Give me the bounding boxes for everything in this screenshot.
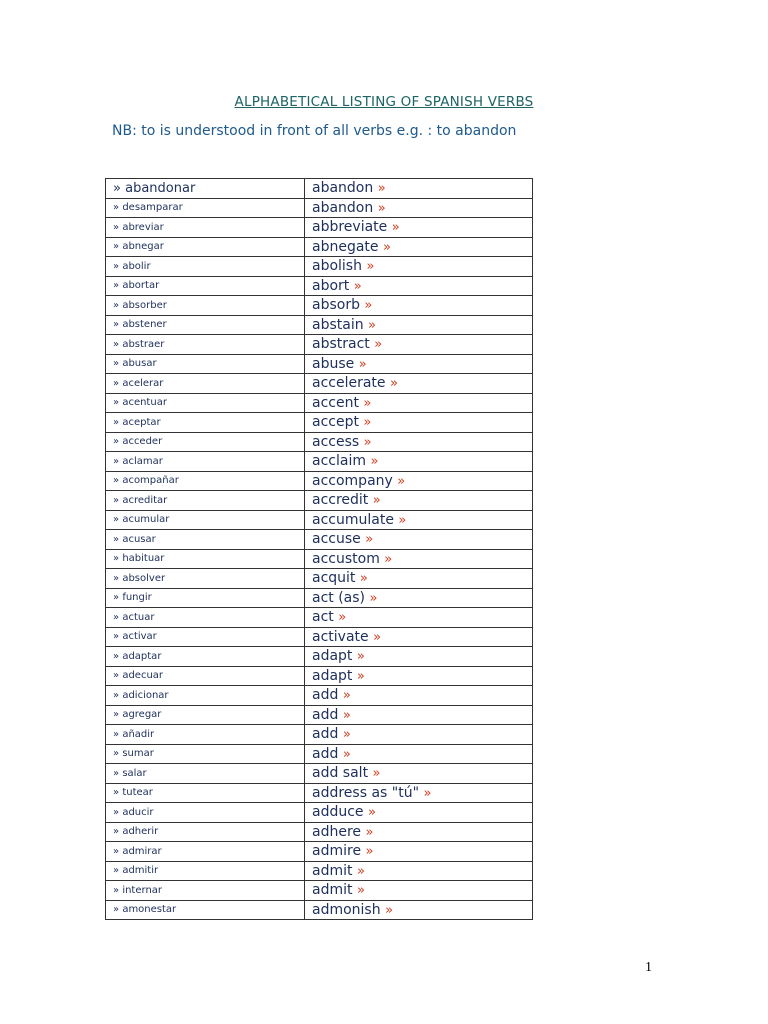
table-row <box>106 588 533 608</box>
arrow-icon: » <box>113 533 120 545</box>
arrow-icon: » <box>338 610 347 626</box>
arrow-icon: » <box>368 317 377 333</box>
spanish-verb[interactable]: adicionar <box>122 689 169 701</box>
english-verb-cell <box>305 627 533 647</box>
table-row <box>106 510 533 530</box>
table-row <box>106 900 533 920</box>
arrow-icon: » <box>368 805 376 821</box>
english-verb-cell <box>305 764 533 784</box>
page-title: ALPHABETICAL LISTING OF SPANISH VERBS <box>234 94 534 110</box>
arrow-icon: » <box>113 377 120 389</box>
arrow-icon: » <box>113 475 120 487</box>
arrow-icon: » <box>369 590 378 606</box>
english-verb[interactable]: abstract <box>312 336 370 353</box>
spanish-verb[interactable]: abolir <box>122 260 151 272</box>
english-verb[interactable]: admonish <box>312 901 381 918</box>
arrow-icon: » <box>113 455 120 467</box>
arrow-icon: » <box>370 454 379 470</box>
spanish-verb[interactable]: abstraer <box>122 338 165 350</box>
english-verb-cell <box>305 588 533 608</box>
spanish-verb-cell <box>106 530 305 550</box>
spanish-verb[interactable]: abnegar <box>122 241 164 253</box>
arrow-icon: » <box>365 824 374 840</box>
table-row <box>106 822 533 842</box>
english-verb[interactable]: accelerate <box>312 375 386 392</box>
table-row <box>106 861 533 881</box>
english-verb[interactable]: abort <box>312 277 350 294</box>
spanish-verb-cell <box>106 842 305 862</box>
table-row <box>106 627 533 647</box>
arrow-icon: » <box>113 806 120 818</box>
english-verb-cell <box>305 237 533 257</box>
table-row <box>106 179 533 199</box>
table-row <box>106 744 533 764</box>
arrow-icon: » <box>373 629 382 645</box>
spanish-verb[interactable]: adecuar <box>122 670 164 682</box>
arrow-icon: » <box>113 650 120 662</box>
english-verb[interactable]: access <box>312 433 360 450</box>
spanish-verb[interactable]: acreditar <box>122 494 168 506</box>
english-verb-cell <box>305 491 533 511</box>
english-verb[interactable]: activate <box>312 628 369 645</box>
english-verb-cell <box>305 393 533 413</box>
english-verb-cell <box>305 471 533 491</box>
spanish-verb-cell <box>106 803 305 823</box>
spanish-verb-cell <box>106 686 305 706</box>
spanish-verb[interactable]: desamparar <box>122 202 183 214</box>
arrow-icon: » <box>113 572 120 584</box>
english-verb[interactable]: accept <box>312 414 359 431</box>
english-verb[interactable]: abuse <box>312 355 355 372</box>
table-row <box>106 608 533 628</box>
english-verb-cell <box>305 666 533 686</box>
table-row <box>106 218 533 238</box>
spanish-verb-cell <box>106 198 305 218</box>
spanish-verb-cell <box>106 237 305 257</box>
english-verb-cell <box>305 354 533 374</box>
spanish-verb-cell <box>106 179 305 199</box>
arrow-icon: » <box>113 514 120 526</box>
english-verb-cell <box>305 530 533 550</box>
table-row <box>106 842 533 862</box>
arrow-icon: » <box>113 260 120 272</box>
spanish-verb-cell <box>106 335 305 355</box>
spanish-verb[interactable]: actuar <box>122 611 155 623</box>
spanish-verb-cell <box>106 452 305 472</box>
table-row <box>106 471 533 491</box>
english-verb-cell <box>305 608 533 628</box>
arrow-icon: » <box>391 220 400 236</box>
spanish-verb[interactable]: abstener <box>122 319 167 331</box>
spanish-verb-cell <box>106 881 305 901</box>
spanish-verb[interactable]: agregar <box>122 709 162 721</box>
english-verb[interactable]: admit <box>312 882 353 899</box>
spanish-verb-cell <box>106 588 305 608</box>
english-verb-cell <box>305 374 533 394</box>
english-verb[interactable]: absorb <box>312 297 360 314</box>
arrow-icon: » <box>397 473 406 489</box>
table-row <box>106 705 533 725</box>
table-row <box>106 374 533 394</box>
spanish-verb[interactable]: añadir <box>122 728 155 740</box>
spanish-verb-cell <box>106 725 305 745</box>
spanish-verb-cell <box>106 296 305 316</box>
spanish-verb[interactable]: acentuar <box>122 397 167 409</box>
arrow-icon: » <box>113 670 120 682</box>
table-row <box>106 452 533 472</box>
english-verb[interactable]: add <box>312 726 339 743</box>
spanish-verb[interactable]: adaptar <box>122 650 162 662</box>
english-verb-cell <box>305 218 533 238</box>
english-verb[interactable]: accuse <box>312 531 361 548</box>
english-verb[interactable]: adduce <box>312 804 364 821</box>
english-verb-cell <box>305 822 533 842</box>
table-row <box>106 647 533 667</box>
spanish-verb[interactable]: sumar <box>122 748 154 760</box>
arrow-icon: » <box>113 904 120 916</box>
spanish-verb[interactable]: acumular <box>122 514 170 526</box>
spanish-verb-cell <box>106 783 305 803</box>
arrow-icon: » <box>113 180 121 196</box>
english-verb-cell <box>305 198 533 218</box>
spanish-verb[interactable]: admirar <box>122 845 162 857</box>
arrow-icon: » <box>113 299 120 311</box>
arrow-icon: » <box>113 884 120 896</box>
table-row <box>106 335 533 355</box>
spanish-verb-cell <box>106 413 305 433</box>
arrow-icon: » <box>374 337 383 353</box>
english-verb[interactable]: accumulate <box>312 511 394 528</box>
english-verb-cell <box>305 413 533 433</box>
arrow-icon: » <box>363 395 372 411</box>
english-verb-cell <box>305 647 533 667</box>
arrow-icon: » <box>377 200 386 216</box>
verb-table <box>105 178 533 920</box>
arrow-icon: » <box>113 728 120 740</box>
arrow-icon: » <box>113 397 120 409</box>
arrow-icon: » <box>113 767 120 779</box>
spanish-verb[interactable]: fungir <box>122 592 152 604</box>
table-row <box>106 783 533 803</box>
table-row <box>106 198 533 218</box>
spanish-verb-cell <box>106 354 305 374</box>
arrow-icon: » <box>356 668 365 684</box>
english-verb-cell <box>305 803 533 823</box>
english-verb-cell <box>305 783 533 803</box>
table-row <box>106 354 533 374</box>
arrow-icon: » <box>342 746 351 762</box>
page-number: 1 <box>645 960 652 975</box>
table-row <box>106 413 533 433</box>
english-verb-cell <box>305 725 533 745</box>
spanish-verb[interactable]: abandonar <box>125 180 196 196</box>
arrow-icon: » <box>372 766 381 782</box>
spanish-verb[interactable]: absorber <box>122 299 167 311</box>
arrow-icon: » <box>377 181 386 197</box>
spanish-verb-cell <box>106 822 305 842</box>
english-verb[interactable]: accent <box>312 394 359 411</box>
english-verb[interactable]: adapt <box>312 667 353 684</box>
table-row <box>106 237 533 257</box>
spanish-verb-cell <box>106 608 305 628</box>
english-verb-cell <box>305 179 533 199</box>
table-row <box>106 549 533 569</box>
table-row <box>106 686 533 706</box>
arrow-icon: » <box>353 278 362 294</box>
arrow-icon: » <box>365 844 374 860</box>
spanish-verb-cell <box>106 900 305 920</box>
table-row <box>106 315 533 335</box>
arrow-icon: » <box>113 845 120 857</box>
arrow-icon: » <box>356 863 365 879</box>
spanish-verb-cell <box>106 510 305 530</box>
arrow-icon: » <box>356 649 365 665</box>
arrow-icon: » <box>113 494 120 506</box>
arrow-icon: » <box>113 436 120 448</box>
spanish-verb-cell <box>106 393 305 413</box>
english-verb-cell <box>305 569 533 589</box>
table-row <box>106 276 533 296</box>
table-row <box>106 296 533 316</box>
english-verb-cell <box>305 686 533 706</box>
spanish-verb[interactable]: habituar <box>122 553 165 565</box>
spanish-verb[interactable]: adherir <box>122 826 159 838</box>
arrow-icon: » <box>372 493 381 509</box>
spanish-verb-cell <box>106 276 305 296</box>
english-verb-cell <box>305 744 533 764</box>
spanish-verb-cell <box>106 647 305 667</box>
english-verb[interactable]: abandon <box>312 180 374 197</box>
english-verb[interactable]: abandon <box>312 199 374 216</box>
arrow-icon: » <box>363 415 372 431</box>
arrow-icon: » <box>113 241 120 253</box>
english-verb-cell <box>305 276 533 296</box>
usage-note: NB: to is understood in front of all verbs e.g. : to abandon <box>112 123 517 139</box>
english-verb[interactable]: adhere <box>312 823 362 840</box>
table-row <box>106 725 533 745</box>
arrow-icon: » <box>113 416 120 428</box>
arrow-icon: » <box>113 787 120 799</box>
arrow-icon: » <box>113 592 120 604</box>
spanish-verb-cell <box>106 432 305 452</box>
spanish-verb[interactable]: acelerar <box>122 377 164 389</box>
arrow-icon: » <box>113 826 120 838</box>
spanish-verb-cell <box>106 257 305 277</box>
arrow-icon: » <box>113 631 120 643</box>
english-verb-cell <box>305 432 533 452</box>
english-verb[interactable]: add <box>312 745 339 762</box>
english-verb[interactable]: add <box>312 687 339 704</box>
arrow-icon: » <box>358 356 367 372</box>
arrow-icon: » <box>364 298 373 314</box>
arrow-icon: » <box>423 785 432 801</box>
table-row <box>106 491 533 511</box>
english-verb[interactable]: abbreviate <box>312 219 388 236</box>
english-verb[interactable]: acclaim <box>312 453 366 470</box>
spanish-verb-cell <box>106 666 305 686</box>
arrow-icon: » <box>113 709 120 721</box>
spanish-verb[interactable]: amonestar <box>122 904 177 916</box>
english-verb[interactable]: add salt <box>312 765 369 782</box>
english-verb-cell <box>305 881 533 901</box>
english-verb[interactable]: address as "tú" <box>312 784 420 801</box>
english-verb[interactable]: acquit <box>312 570 356 587</box>
english-verb-cell <box>305 296 533 316</box>
spanish-verb[interactable]: activar <box>122 631 157 643</box>
arrow-icon: » <box>113 338 120 350</box>
spanish-verb-cell <box>106 627 305 647</box>
english-verb-cell <box>305 900 533 920</box>
arrow-icon: » <box>113 358 120 370</box>
spanish-verb-cell <box>106 861 305 881</box>
english-verb-cell <box>305 315 533 335</box>
arrow-icon: » <box>113 865 120 877</box>
arrow-icon: » <box>113 748 120 760</box>
spanish-verb-cell <box>106 705 305 725</box>
spanish-verb[interactable]: aducir <box>122 806 154 818</box>
arrow-icon: » <box>366 259 375 275</box>
spanish-verb-cell <box>106 744 305 764</box>
english-verb[interactable]: add <box>312 706 339 723</box>
english-verb-cell <box>305 842 533 862</box>
table-row <box>106 393 533 413</box>
english-verb[interactable]: accredit <box>312 492 369 509</box>
arrow-icon: » <box>342 707 351 723</box>
spanish-verb-cell <box>106 491 305 511</box>
spanish-verb-cell <box>106 764 305 784</box>
english-verb[interactable]: adapt <box>312 648 353 665</box>
spanish-verb[interactable]: tutear <box>122 787 153 799</box>
arrow-icon: » <box>365 532 374 548</box>
english-verb-cell <box>305 335 533 355</box>
english-verb-cell <box>305 257 533 277</box>
spanish-verb[interactable]: abusar <box>122 358 157 370</box>
table-row <box>106 803 533 823</box>
english-verb[interactable]: abnegate <box>312 238 379 255</box>
table-row <box>106 257 533 277</box>
english-verb-cell <box>305 705 533 725</box>
spanish-verb[interactable]: aceptar <box>122 416 161 428</box>
arrow-icon: » <box>382 239 391 255</box>
english-verb[interactable]: admire <box>312 843 362 860</box>
verb-table-body <box>106 179 533 920</box>
spanish-verb-cell <box>106 569 305 589</box>
spanish-verb[interactable]: abreviar <box>122 221 164 233</box>
arrow-icon: » <box>342 688 351 704</box>
table-row <box>106 432 533 452</box>
english-verb[interactable]: act (as) <box>312 589 366 606</box>
spanish-verb[interactable]: aclamar <box>122 455 163 467</box>
spanish-verb[interactable]: absolver <box>122 572 166 584</box>
spanish-verb[interactable]: admitir <box>122 865 159 877</box>
arrow-icon: » <box>113 202 120 214</box>
english-verb-cell <box>305 452 533 472</box>
arrow-icon: » <box>389 376 398 392</box>
arrow-icon: » <box>359 571 368 587</box>
spanish-verb-cell <box>106 471 305 491</box>
english-verb[interactable]: accompany <box>312 472 393 489</box>
arrow-icon: » <box>385 902 394 918</box>
table-row <box>106 666 533 686</box>
spanish-verb[interactable]: acompañar <box>122 475 179 487</box>
english-verb[interactable]: act <box>312 609 334 626</box>
spanish-verb[interactable]: abortar <box>122 280 160 292</box>
arrow-icon: » <box>384 551 393 567</box>
spanish-verb[interactable]: acusar <box>122 533 156 545</box>
arrow-icon: » <box>113 280 120 292</box>
spanish-verb-cell <box>106 315 305 335</box>
spanish-verb[interactable]: acceder <box>122 436 163 448</box>
english-verb-cell <box>305 510 533 530</box>
spanish-verb-cell <box>106 549 305 569</box>
arrow-icon: » <box>113 611 120 623</box>
arrow-icon: » <box>356 883 365 899</box>
spanish-verb[interactable]: salar <box>122 767 147 779</box>
arrow-icon: » <box>342 727 351 743</box>
english-verb-cell <box>305 861 533 881</box>
english-verb[interactable]: abstain <box>312 316 364 333</box>
english-verb-cell <box>305 549 533 569</box>
spanish-verb[interactable]: internar <box>122 884 163 896</box>
table-row <box>106 881 533 901</box>
arrow-icon: » <box>113 689 120 701</box>
english-verb[interactable]: accustom <box>312 550 380 567</box>
arrow-icon: » <box>113 319 120 331</box>
english-verb[interactable]: abolish <box>312 258 362 275</box>
table-row <box>106 764 533 784</box>
spanish-verb-cell <box>106 374 305 394</box>
table-row <box>106 569 533 589</box>
arrow-icon: » <box>398 512 407 528</box>
english-verb[interactable]: admit <box>312 862 353 879</box>
arrow-icon: » <box>113 221 120 233</box>
arrow-icon: » <box>113 553 120 565</box>
spanish-verb-cell <box>106 218 305 238</box>
table-row <box>106 530 533 550</box>
arrow-icon: » <box>363 434 372 450</box>
